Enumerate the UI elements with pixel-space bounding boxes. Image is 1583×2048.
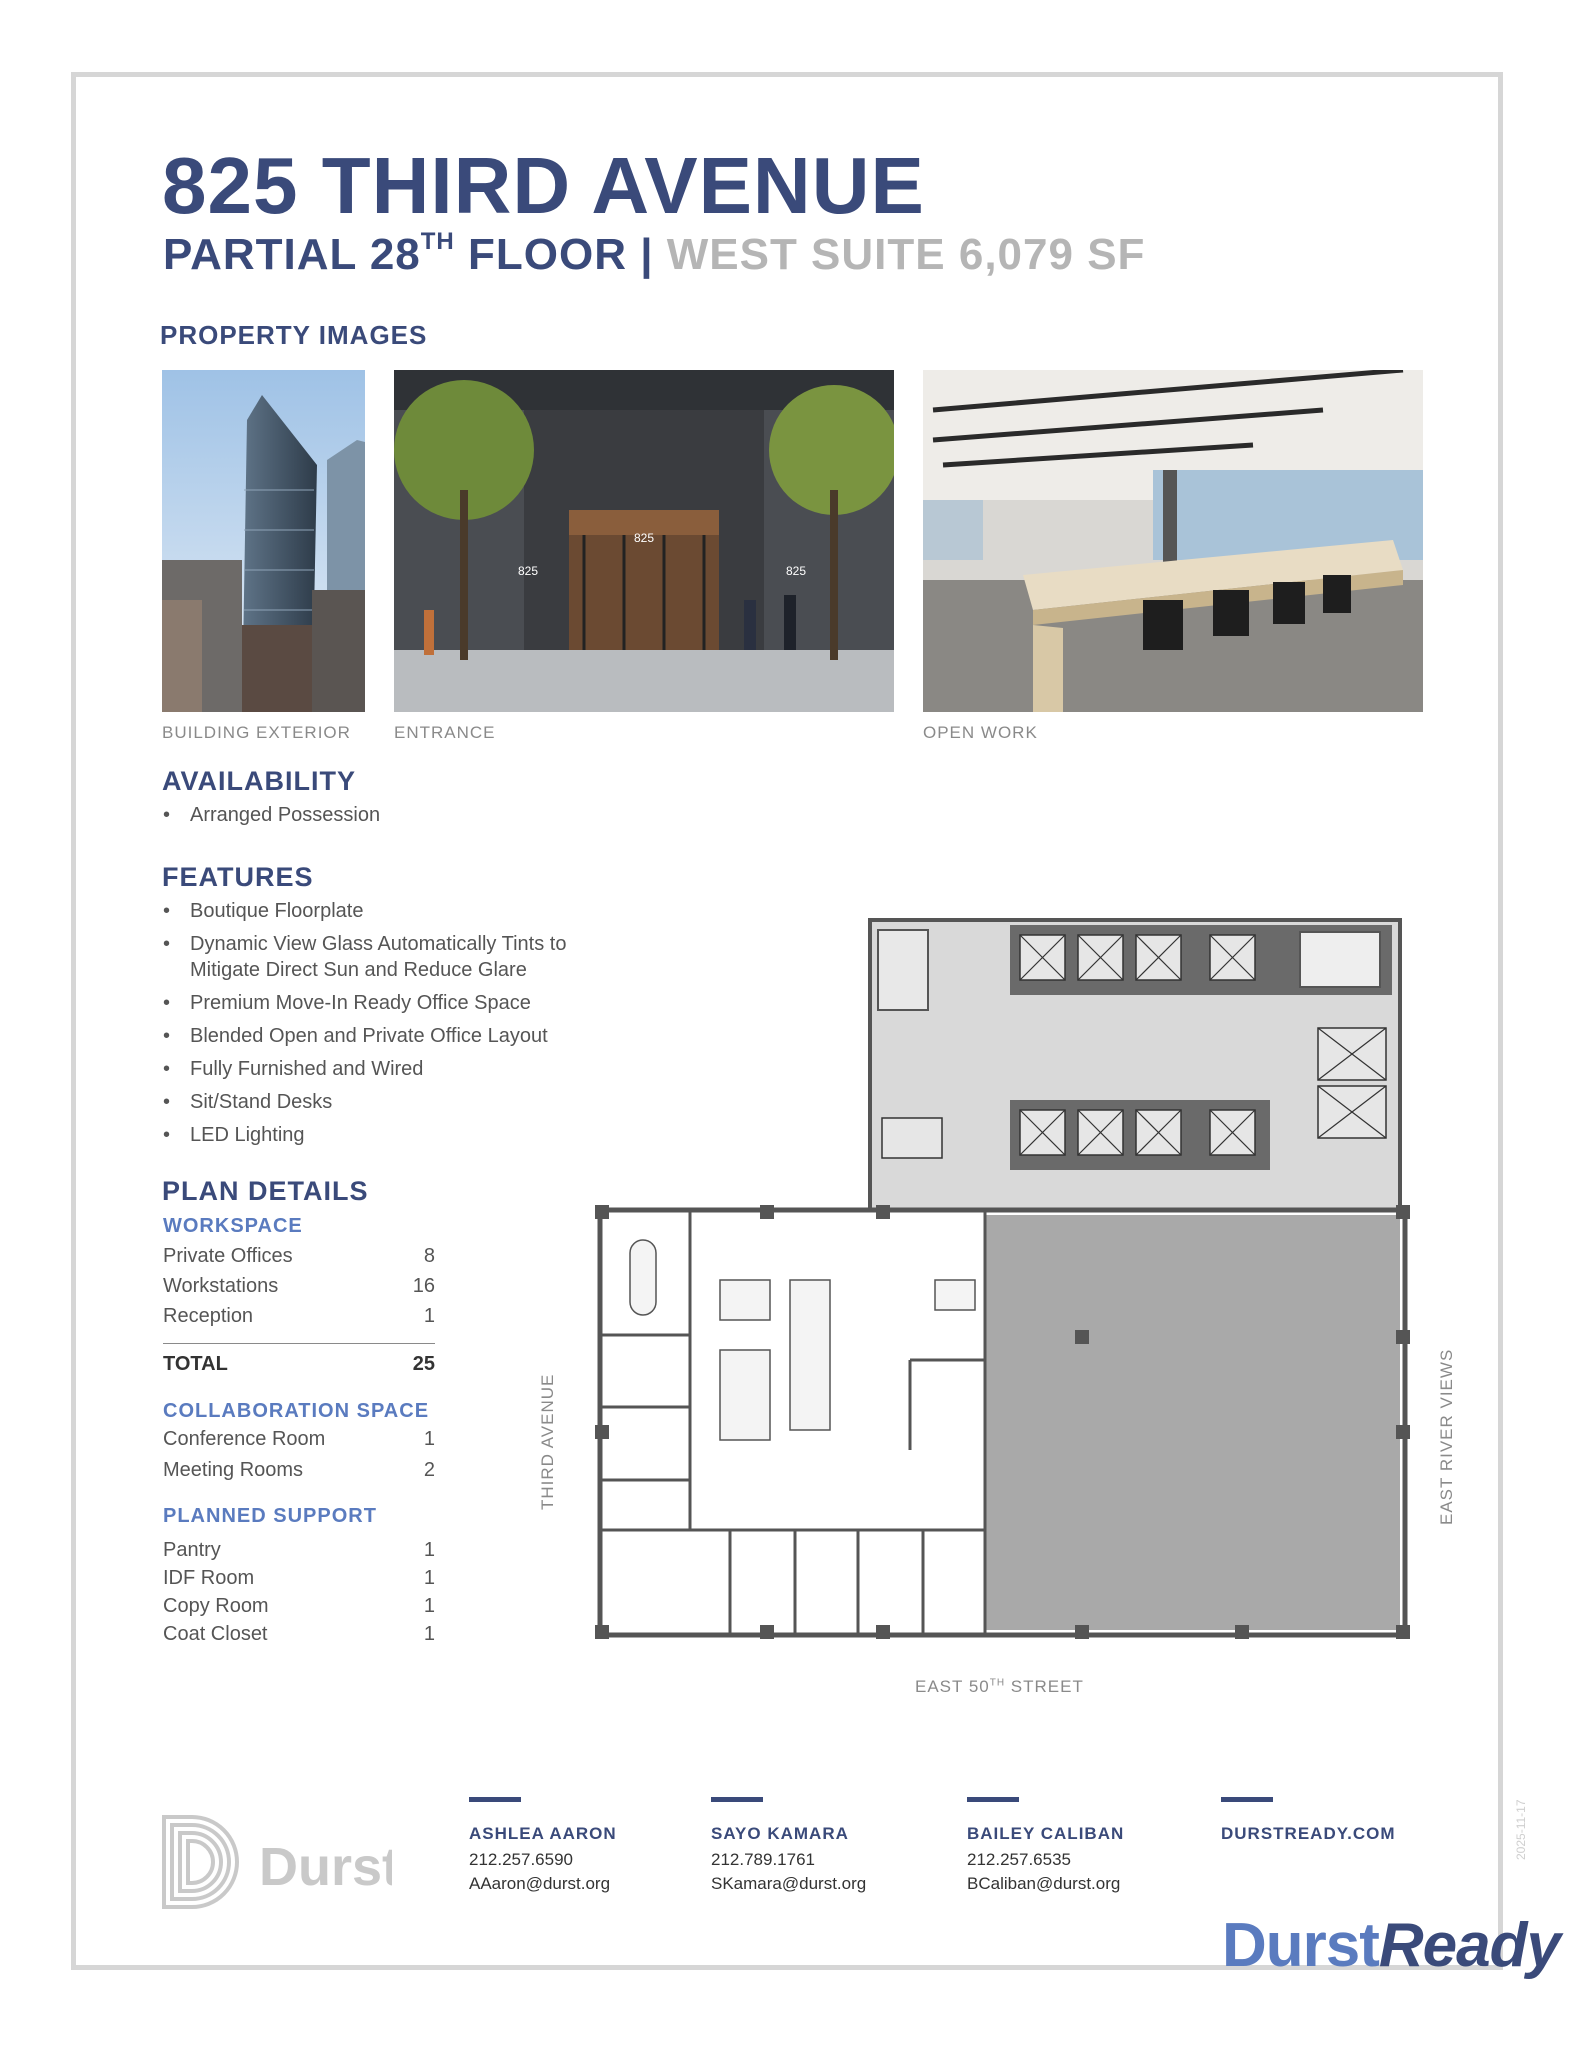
availability-item: • Arranged Possession <box>162 802 582 828</box>
website-block <box>1221 1797 1396 1848</box>
caption-open-work: OPEN WORK <box>923 723 1038 742</box>
collaboration-row <box>163 1459 435 1482</box>
plan-details-heading: PLAN DETAILS <box>162 1176 369 1206</box>
feature-item: • LED Lighting <box>162 1122 632 1148</box>
support-heading: PLANNED SUPPORT <box>163 1505 377 1527</box>
contact-email[interactable]: BCaliban@durst.org <box>967 1874 1121 1893</box>
row-value: 1 <box>423 1305 435 1327</box>
contact-phone[interactable]: 212.257.6590 <box>469 1850 573 1869</box>
row-label: Coat Closet <box>163 1623 268 1645</box>
caption-building-exterior: BUILDING EXTERIOR <box>162 723 351 742</box>
floor-label: PARTIAL 28 <box>163 230 421 279</box>
row-label: Workstations <box>163 1275 279 1297</box>
contact-name: ASHLEA AARON <box>469 1824 617 1843</box>
property-images-heading: PROPERTY IMAGES <box>160 320 428 350</box>
durst-logo <box>162 1815 392 1910</box>
workspace-row <box>163 1275 435 1298</box>
row-label: Pantry <box>163 1539 221 1561</box>
floor-label-after: FLOOR | <box>454 230 667 279</box>
feature-item: • Boutique Floorplate <box>162 898 632 924</box>
workspace-total-row <box>163 1353 435 1376</box>
caption-entrance: ENTRANCE <box>394 723 496 742</box>
open-work-image <box>923 370 1423 712</box>
support-row <box>163 1623 435 1646</box>
contact-card <box>967 1797 1124 1896</box>
contact-phone[interactable]: 212.789.1761 <box>711 1850 815 1869</box>
availability-heading: AVAILABILITY <box>162 766 356 796</box>
south-street-label <box>915 1677 1084 1697</box>
date-stamp: 2025-11-17 <box>1514 1799 1528 1860</box>
support-row <box>163 1595 435 1618</box>
svg-text:825: 825 <box>633 531 655 545</box>
contact-name: SAYO KAMARA <box>711 1824 849 1843</box>
durst-ready-b: Ready <box>1378 1911 1560 1980</box>
support-row <box>163 1567 435 1590</box>
collaboration-heading: COLLABORATION SPACE <box>163 1400 430 1422</box>
contact-bar <box>469 1797 521 1802</box>
row-label: Copy Room <box>163 1595 269 1617</box>
workspace-heading: WORKSPACE <box>163 1215 303 1237</box>
feature-item: • Sit/Stand Desks <box>162 1089 632 1115</box>
building-exterior-image <box>162 370 365 712</box>
durst-logo-text: Durst <box>259 1837 392 1897</box>
contact-email[interactable]: AAaron@durst.org <box>469 1874 611 1893</box>
features-list <box>162 898 632 1155</box>
floor-plan <box>580 910 1430 1670</box>
row-value: 1 <box>423 1623 435 1645</box>
row-value: 1 <box>423 1539 435 1561</box>
row-label: Conference Room <box>163 1428 326 1450</box>
row-value: 16 <box>412 1275 435 1297</box>
page-subtitle <box>163 230 1145 280</box>
svg-text:825: 825 <box>518 564 539 578</box>
east-views-label: EAST RIVER VIEWS <box>1437 1348 1456 1525</box>
contact-card <box>711 1797 866 1896</box>
floor-suffix: TH <box>420 228 455 255</box>
availability-list <box>162 802 582 835</box>
support-row <box>163 1539 435 1562</box>
total-label: TOTAL <box>163 1353 228 1375</box>
row-label: Private Offices <box>163 1245 293 1267</box>
row-label: IDF Room <box>163 1567 255 1589</box>
row-value: 1 <box>423 1595 435 1617</box>
contact-card <box>469 1797 617 1896</box>
row-label: Meeting Rooms <box>163 1459 304 1481</box>
contact-phone[interactable]: 212.257.6535 <box>967 1850 1071 1869</box>
feature-item: • Fully Furnished and Wired <box>162 1056 632 1082</box>
website-bar <box>1221 1797 1273 1802</box>
row-value: 1 <box>423 1428 435 1450</box>
feature-item: • Blended Open and Private Office Layout <box>162 1023 632 1049</box>
total-value: 25 <box>412 1353 435 1375</box>
durst-ready-logo <box>1222 1910 1560 1981</box>
row-value: 8 <box>423 1245 435 1267</box>
contact-bar <box>967 1797 1019 1802</box>
row-value: 1 <box>423 1567 435 1589</box>
row-value: 2 <box>423 1459 435 1481</box>
feature-item: • Dynamic View Glass Automatically Tints to Mitigate Direct Sun and Reduce Glare <box>162 931 632 983</box>
website-link[interactable]: DURSTREADY.COM <box>1221 1824 1396 1843</box>
south-street-sup: TH <box>989 1677 1006 1689</box>
total-divider <box>163 1343 435 1344</box>
west-street-label: THIRD AVENUE <box>538 1373 557 1510</box>
workspace-row <box>163 1305 435 1328</box>
svg-text:825: 825 <box>786 564 807 578</box>
collaboration-row <box>163 1428 435 1451</box>
workspace-row <box>163 1245 435 1268</box>
entrance-image <box>394 370 894 712</box>
contact-bar <box>711 1797 763 1802</box>
row-label: Reception <box>163 1305 254 1327</box>
south-street-after: STREET <box>1005 1677 1084 1696</box>
south-street-main: EAST 50 <box>915 1677 990 1696</box>
page-title: 825 THIRD AVENUE <box>162 141 925 230</box>
durst-ready-a: Durst <box>1222 1911 1379 1980</box>
contact-email[interactable]: SKamara@durst.org <box>711 1874 867 1893</box>
suite-label: WEST SUITE 6,079 SF <box>666 230 1146 279</box>
contact-name: BAILEY CALIBAN <box>967 1824 1125 1843</box>
features-heading: FEATURES <box>162 862 314 892</box>
feature-item: • Premium Move-In Ready Office Space <box>162 990 632 1016</box>
